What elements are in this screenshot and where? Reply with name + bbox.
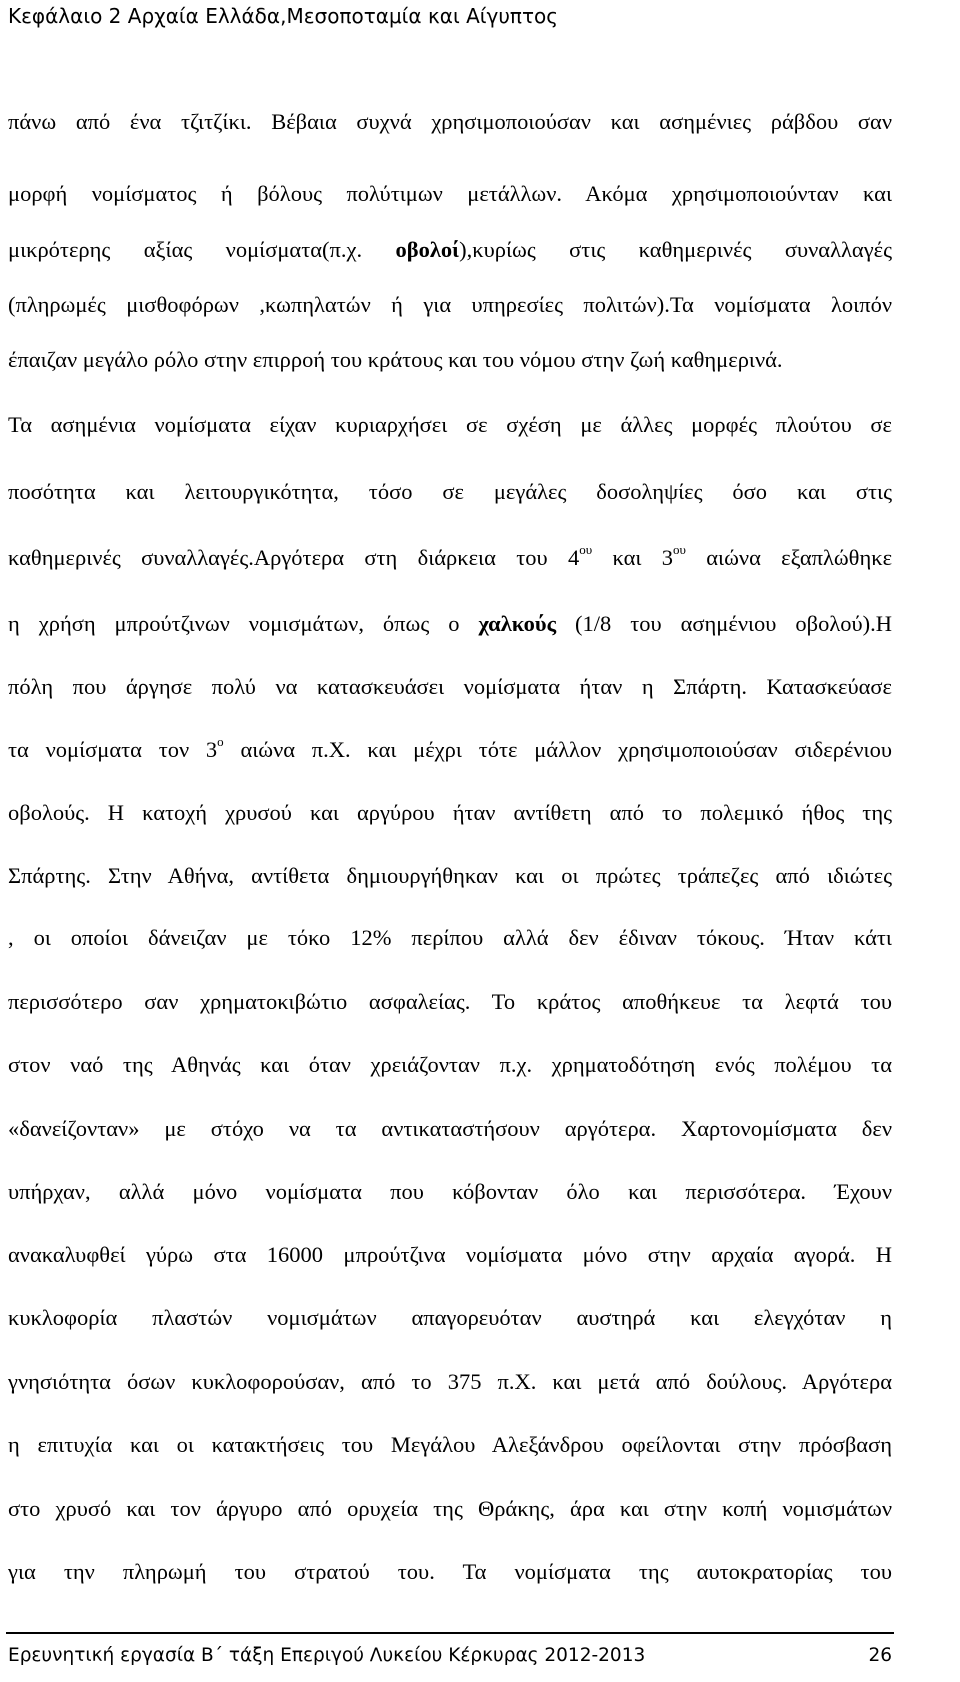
- text-segment: η χρήση μπρούτζινων νομισμάτων, όπως ο: [8, 611, 460, 636]
- text-line-23: στο χρυσό και τον άργυρο από ορυχεία της Θράκης, άρα και στην κοπή νομισμάτων: [8, 1496, 892, 1521]
- text-line-1: πάνω από ένα τζιτζίκι. Βέβαια συχνά χρησιμοποιούσαν και ασημένιες ράβδου σαν: [8, 109, 892, 134]
- text-segment: και 3: [612, 545, 673, 570]
- text-line-6: Τα ασημένια νομίσματα είχαν κυριαρχήσει σε σχέση με άλλες μορφές πλούτου σε: [8, 412, 892, 437]
- page-number: 26: [868, 1645, 892, 1666]
- text-line-10: πόλη που άργησε πολύ να κατασκευάσει νομίσματα ήταν η Σπάρτη. Κατασκεύασε: [8, 674, 892, 699]
- text-line-19: ανακαλυφθεί γύρω στα 16000 μπρούτζινα νομίσματα μόνο στην αρχαία αγορά. Η: [8, 1242, 892, 1267]
- text-segment: μικρότερης αξίας νομίσματα(π.χ.: [8, 237, 363, 262]
- text-line-24: για την πληρωμή του στρατού του. Τα νομίσματα της αυτοκρατορίας του: [8, 1559, 892, 1584]
- superscript: ου: [579, 542, 593, 557]
- text-line-11: [8, 735, 892, 765]
- text-line-17: «δανείζονταν» με στόχο να τα αντικαταστήσουν αργότερα. Χαρτονομίσματα δεν: [8, 1116, 892, 1141]
- text-line-5: έπαιζαν μεγάλο ρόλο στην επιρροή του κράτους και του νόμου στην ζωή καθημερινά.: [8, 347, 783, 372]
- text-line-2: μορφή νομίσματος ή βόλους πολύτιμων μετάλλων. Ακόμα χρησιμοποιούνταν και: [8, 181, 892, 206]
- bold-term-chalkous: χαλκούς: [478, 611, 557, 636]
- text-line-14: , οι οποίοι δάνειζαν με τόκο 12% περίπου αλλά δεν έδιναν τόκους. Ήταν κάτι: [8, 925, 892, 950]
- text-segment: τα νομίσματα τον 3: [8, 737, 218, 762]
- text-line-3: [8, 235, 892, 265]
- text-line-16: στον ναό της Αθηνάς και όταν χρειάζονταν π.χ. χρηματοδότηση ενός πολέμου τα: [8, 1052, 892, 1077]
- footer-text: Ερευνητική εργασία Β΄ τάξη Επεριγού Λυκείου Κέρκυρας 2012-2013: [8, 1645, 646, 1666]
- page-header: Κεφάλαιο 2 Αρχαία Ελλάδα,Μεσοποταμία και Αίγυπτος: [8, 4, 558, 28]
- text-segment: καθημερινές συναλλαγές.Αργότερα στη διάρκεια του 4: [8, 545, 580, 570]
- text-line-18: υπήρχαν, αλλά μόνο νομίσματα που κόβονταν όλο και περισσότερα. Έχουν: [8, 1179, 892, 1204]
- text-segment: ),κυρίως στις καθημερινές συναλλαγές: [459, 237, 892, 262]
- text-line-7: ποσότητα και λειτουργικότητα, τόσο σε μεγάλες δοσοληψίες όσο και στις: [8, 479, 892, 504]
- text-line-4: (πληρωμές μισθοφόρων ,κωπηλατών ή για υπηρεσίες πολιτών).Τα νομίσματα λοιπόν: [8, 292, 892, 317]
- bold-term-oboloi: οβολοί: [395, 237, 460, 262]
- text-line-20: κυκλοφορία πλαστών νομισμάτων απαγορευόταν αυστηρά και ελεγχόταν η: [8, 1305, 892, 1330]
- text-segment: αιώνα π.Χ. και μέχρι τότε μάλλον χρησιμοποιούσαν σιδερένιου: [240, 737, 892, 762]
- text-line-13: Σπάρτης. Στην Αθήνα, αντίθετα δημιουργήθηκαν και οι πρώτες τράπεζες από ιδιώτες: [8, 863, 892, 888]
- text-line-22: η επιτυχία και οι κατακτήσεις του Μεγάλου Αλεξάνδρου οφείλονται στην πρόσβαση: [8, 1432, 892, 1457]
- text-line-12: οβολούς. Η κατοχή χρυσού και αργύρου ήταν αντίθετη από το πολεμικό ήθος της: [8, 800, 892, 825]
- text-line-15: περισσότερο σαν χρηματοκιβώτιο ασφαλείας. Το κράτος αποθήκευε τα λεφτά του: [8, 989, 892, 1014]
- superscript: ο: [217, 734, 224, 749]
- text-segment: αιώνα εξαπλώθηκε: [706, 545, 893, 570]
- text-line-9: [8, 609, 892, 639]
- superscript: ου: [673, 542, 686, 557]
- text-line-21: γνησιότητα όσων κυκλοφορούσαν, από το 375 π.Χ. και μετά από δούλους. Αργότερα: [8, 1369, 892, 1394]
- text-segment: (1/8 του ασημένιου οβολού).Η: [575, 611, 893, 636]
- text-line-8: [8, 543, 892, 573]
- footer-divider: [6, 1632, 894, 1634]
